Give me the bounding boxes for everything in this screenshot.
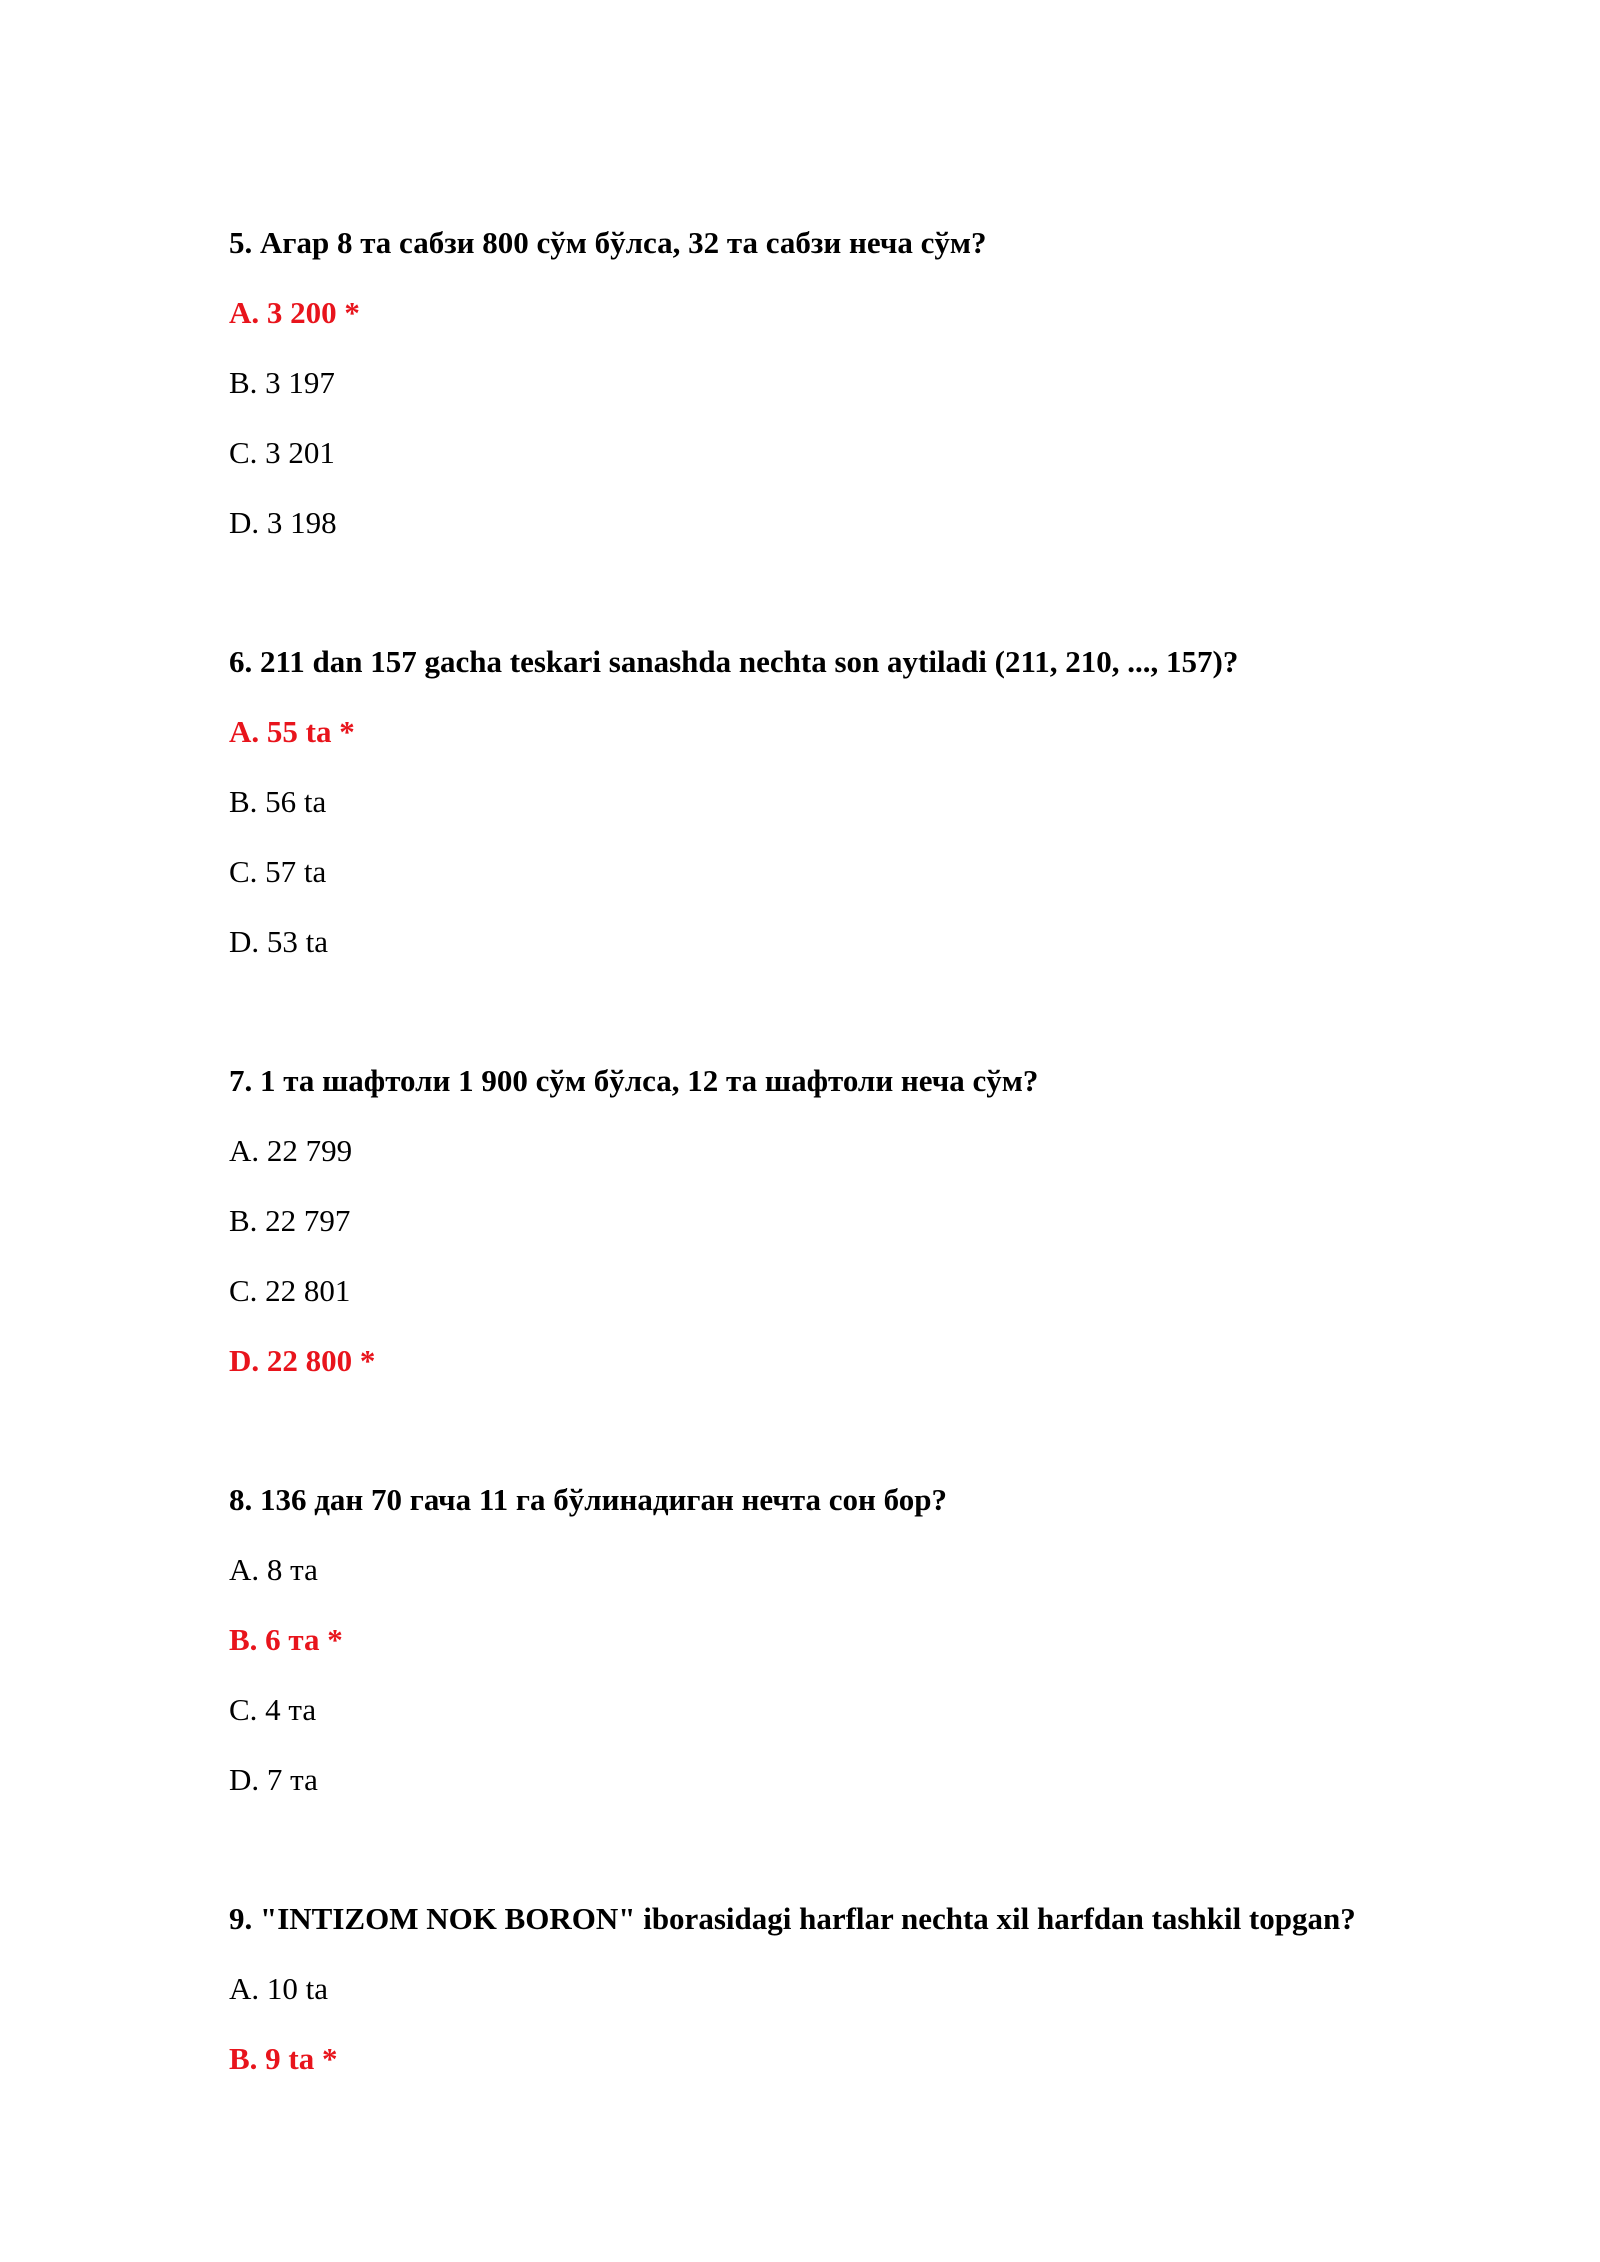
question-6 [229, 642, 1529, 962]
answer-option-c: C. 57 ta [229, 854, 327, 889]
question-7 [229, 1061, 1529, 1381]
question-title: 9. "INTIZOM NOK BORON" iborasidagi harflar nechta xil harfdan tashkil topgan? [229, 1901, 1356, 1936]
answer-option-a: A. 3 200 * [229, 295, 360, 330]
answer-option-a: A. 22 799 [229, 1133, 353, 1168]
answer-option-d: D. 22 800 * [229, 1343, 376, 1378]
question-title: 6. 211 dan 157 gacha teskari sanashda nechta son aytiladi (211, 210, ..., 157)? [229, 644, 1239, 679]
question-title: 7. 1 та шафтоли 1 900 сўм бўлса, 12 та шафтоли неча сўм? [229, 1063, 1039, 1098]
answer-option-d: D. 7 та [229, 1762, 318, 1797]
answer-option-d: D. 3 198 [229, 505, 337, 540]
question-8 [229, 1480, 1529, 1800]
answer-option-b: B. 22 797 [229, 1203, 351, 1238]
answer-option-b: B. 6 та * [229, 1622, 343, 1657]
answer-option-b: B. 9 ta * [229, 2041, 338, 2076]
question-title: 5. Агар 8 та сабзи 800 сўм бўлса, 32 та сабзи неча сўм? [229, 225, 987, 260]
answer-option-a: A. 8 та [229, 1552, 318, 1587]
question-title: 8. 136 дан 70 гача 11 га бўлинадиган нечта сон бор? [229, 1482, 947, 1517]
answer-option-c: C. 22 801 [229, 1273, 351, 1308]
answer-option-b: B. 3 197 [229, 365, 335, 400]
answer-option-d: D. 53 ta [229, 924, 329, 959]
answer-option-c: C. 3 201 [229, 435, 335, 470]
answer-option-a: A. 10 ta [229, 1971, 329, 2006]
answer-option-c: C. 4 та [229, 1692, 317, 1727]
answer-option-b: B. 56 ta [229, 784, 327, 819]
answer-option-a: A. 55 ta * [229, 714, 355, 749]
question-5 [229, 223, 1529, 543]
question-9 [229, 1899, 1529, 2079]
